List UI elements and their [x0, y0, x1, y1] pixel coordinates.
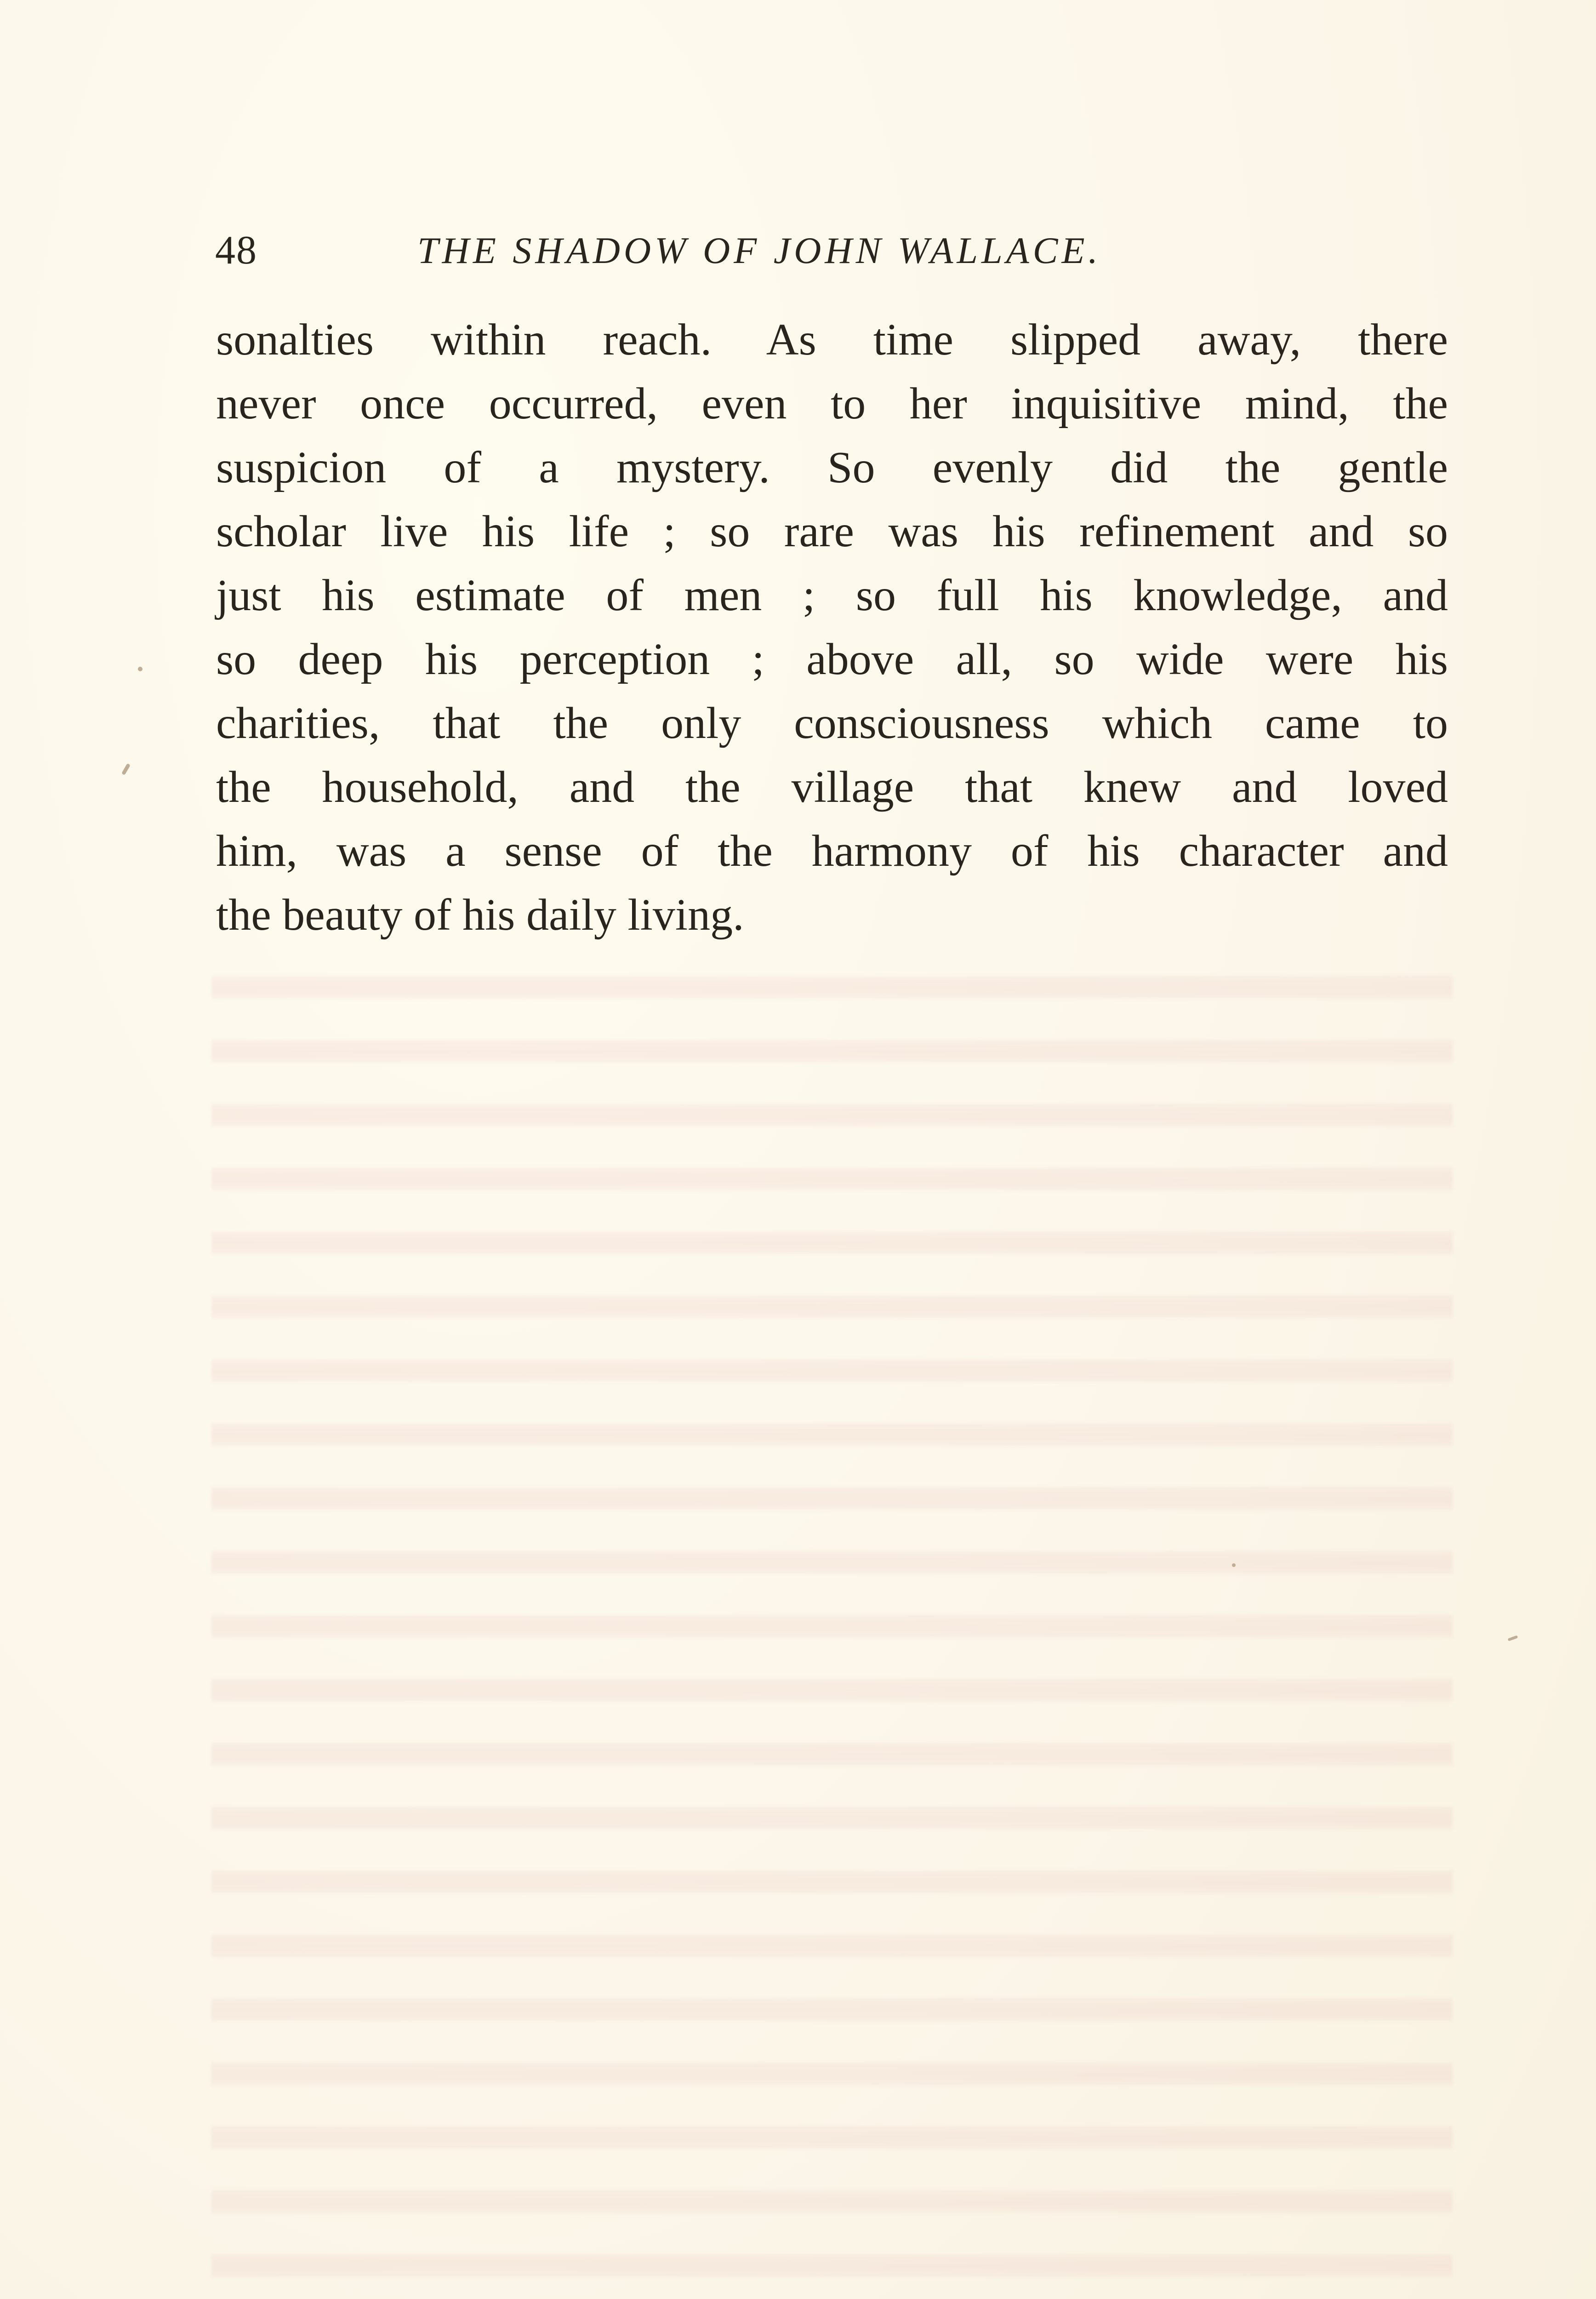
paper-speck — [138, 667, 142, 671]
text-line: the beauty of his daily living. — [216, 890, 744, 940]
page-header — [215, 221, 1447, 285]
text-line: him, was a sense of the harmony of his character and — [216, 826, 1448, 876]
paper-speck — [121, 763, 131, 776]
text-line: sonalties within reach. As time slipped away, there — [216, 315, 1448, 365]
text-line: the household, and the village that knew and loved — [216, 762, 1448, 812]
text-line: suspicion of a mystery. So evenly did the gentle — [216, 443, 1448, 492]
paper-speck — [1508, 1635, 1518, 1641]
text-line: so deep his perception ; above all, so wide were his — [216, 635, 1448, 684]
body-paragraph — [216, 308, 1448, 947]
text-line: charities, that the only consciousness which came to — [216, 698, 1448, 748]
show-through-text — [211, 943, 1453, 2299]
text-line: scholar live his life ; so rare was his refinement and so — [216, 507, 1448, 556]
text-line: just his estimate of men ; so full his knowledge, and — [216, 571, 1448, 620]
text-line: never once occurred, even to her inquisitive mind, the — [216, 379, 1448, 429]
page-number: 48 — [215, 228, 257, 273]
running-title: THE SHADOW OF JOHN WALLACE. — [417, 229, 1102, 271]
paper-speck — [1232, 1563, 1236, 1567]
